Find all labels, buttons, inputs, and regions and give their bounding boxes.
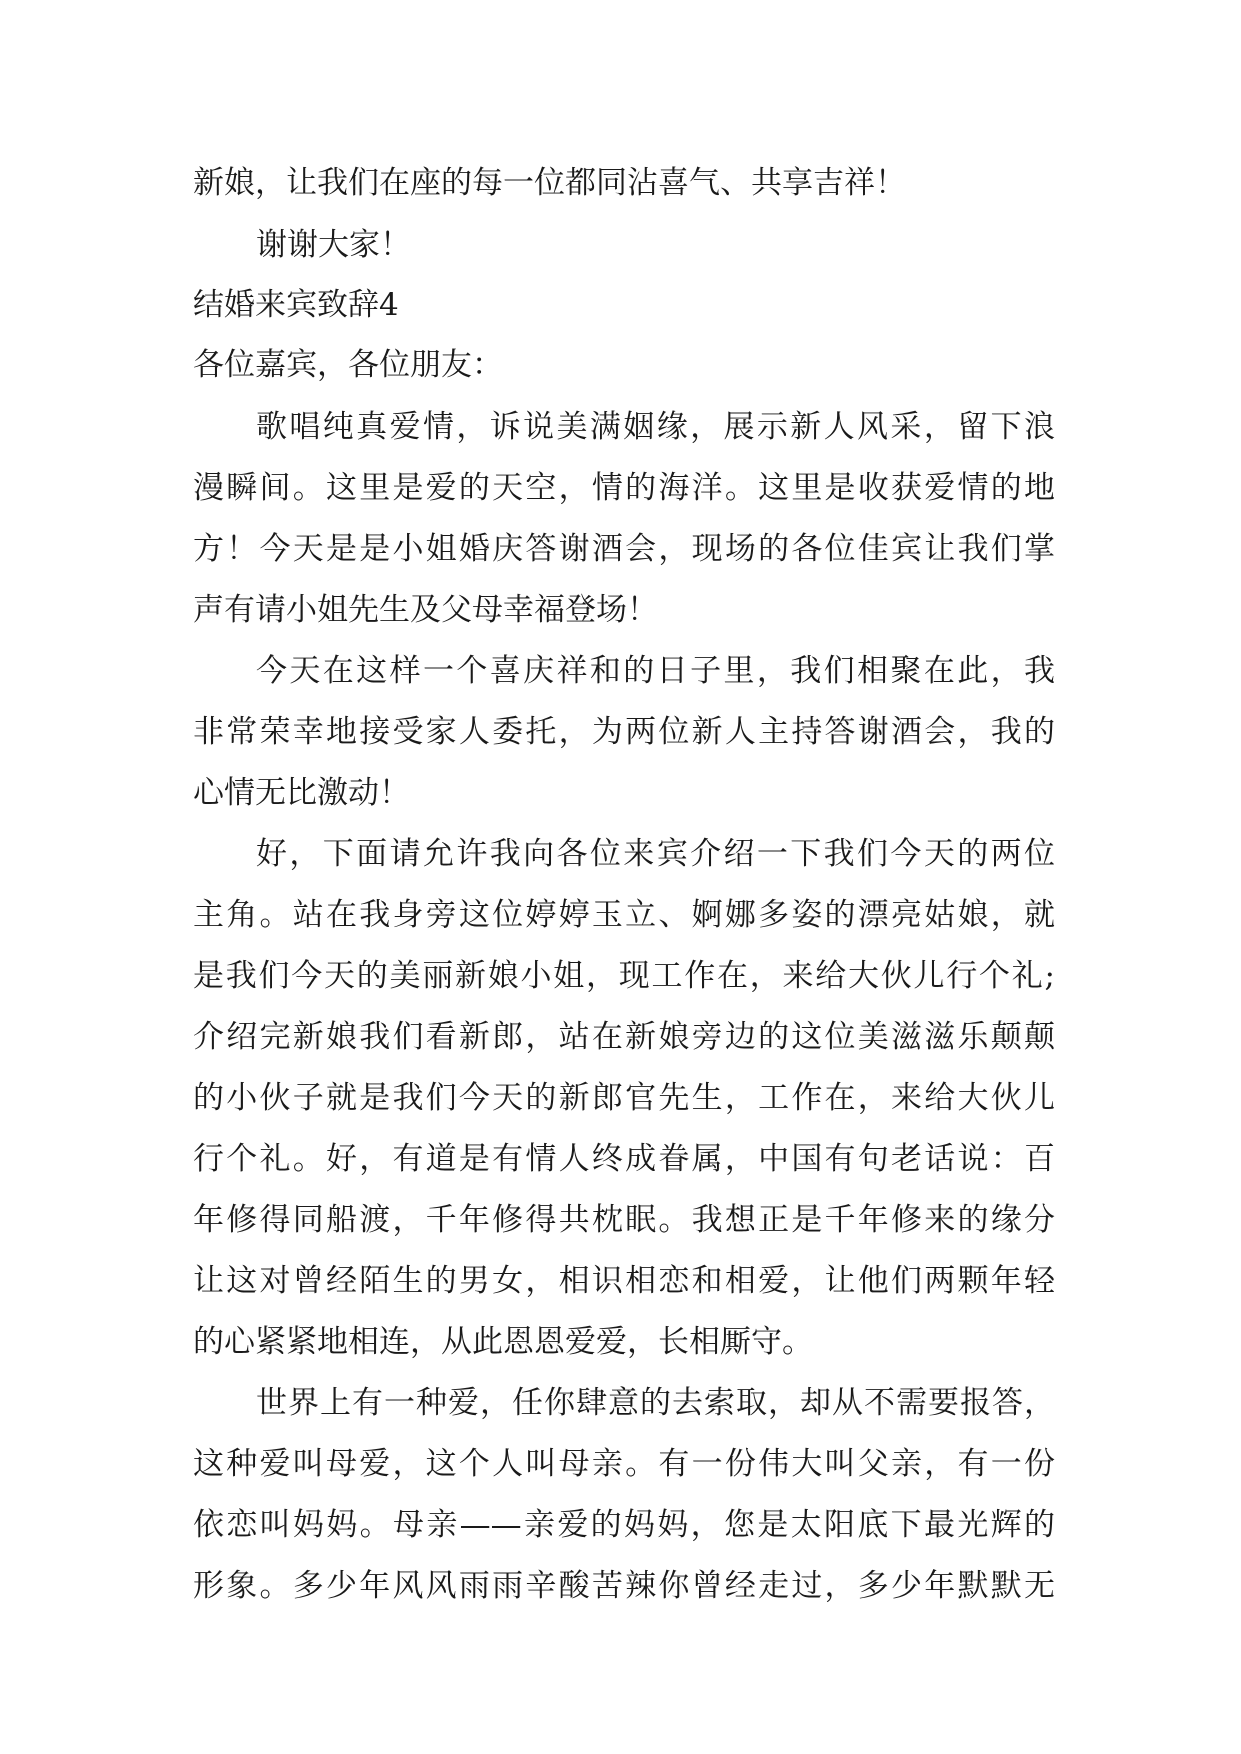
text-line: 方！今天是是小姐婚庆答谢酒会，现场的各位佳宾让我们掌: [193, 531, 1055, 567]
text-line: 这种爱叫母爱，这个人叫母亲。有一份伟大叫父亲，有一份: [193, 1446, 1055, 1482]
text-line: 年修得同船渡，千年修得共枕眠。我想正是千年修来的缘分: [193, 1202, 1055, 1238]
text-line: 世界上有一种爱，任你肆意的去索取，却从不需要报答，: [256, 1385, 1055, 1421]
text-line: 的小伙子就是我们今天的新郎官先生，工作在，来给大伙儿: [193, 1080, 1055, 1116]
text-line: 是我们今天的美丽新娘小姐，现工作在，来给大伙儿行个礼;: [193, 958, 1055, 994]
text-line: 心情无比激动！: [193, 775, 410, 811]
text-line: 的心紧紧地相连，从此恩恩爱爱，长相厮守。: [193, 1324, 813, 1360]
text-line: 歌唱纯真爱情，诉说美满姻缘，展示新人风采，留下浪: [256, 409, 1055, 445]
text-line: 好，下面请允许我向各位来宾介绍一下我们今天的两位: [256, 836, 1055, 872]
salutation: 各位嘉宾，各位朋友：: [193, 347, 503, 383]
text-line: 依恋叫妈妈。母亲——亲爱的妈妈，您是太阳底下最光辉的: [193, 1507, 1055, 1543]
section-heading: 结婚来宾致辞4: [193, 287, 399, 323]
text-line: 让这对曾经陌生的男女，相识相恋和相爱，让他们两颗年轻: [193, 1263, 1055, 1299]
text-line: 谢谢大家！: [256, 227, 411, 263]
text-line: 行个礼。好，有道是有情人终成眷属，中国有句老话说：百: [193, 1141, 1055, 1177]
text-line: 介绍完新娘我们看新郎，站在新娘旁边的这位美滋滋乐颠颠: [193, 1019, 1055, 1055]
text-line: 形象。多少年风风雨雨辛酸苦辣你曾经走过，多少年默默无: [193, 1568, 1055, 1604]
text-line: 今天在这样一个喜庆祥和的日子里，我们相聚在此，我: [256, 653, 1055, 689]
text-line: 漫瞬间。这里是爱的天空，情的海洋。这里是收获爱情的地: [193, 470, 1055, 506]
text-line: 新娘，让我们在座的每一位都同沾喜气、共享吉祥！: [193, 165, 906, 201]
text-line: 声有请小姐先生及父母幸福登场！: [193, 592, 658, 628]
text-line: 主角。站在我身旁这位婷婷玉立、婀娜多姿的漂亮姑娘，就: [193, 897, 1055, 933]
text-line: 非常荣幸地接受家人委托，为两位新人主持答谢酒会，我的: [193, 714, 1055, 750]
